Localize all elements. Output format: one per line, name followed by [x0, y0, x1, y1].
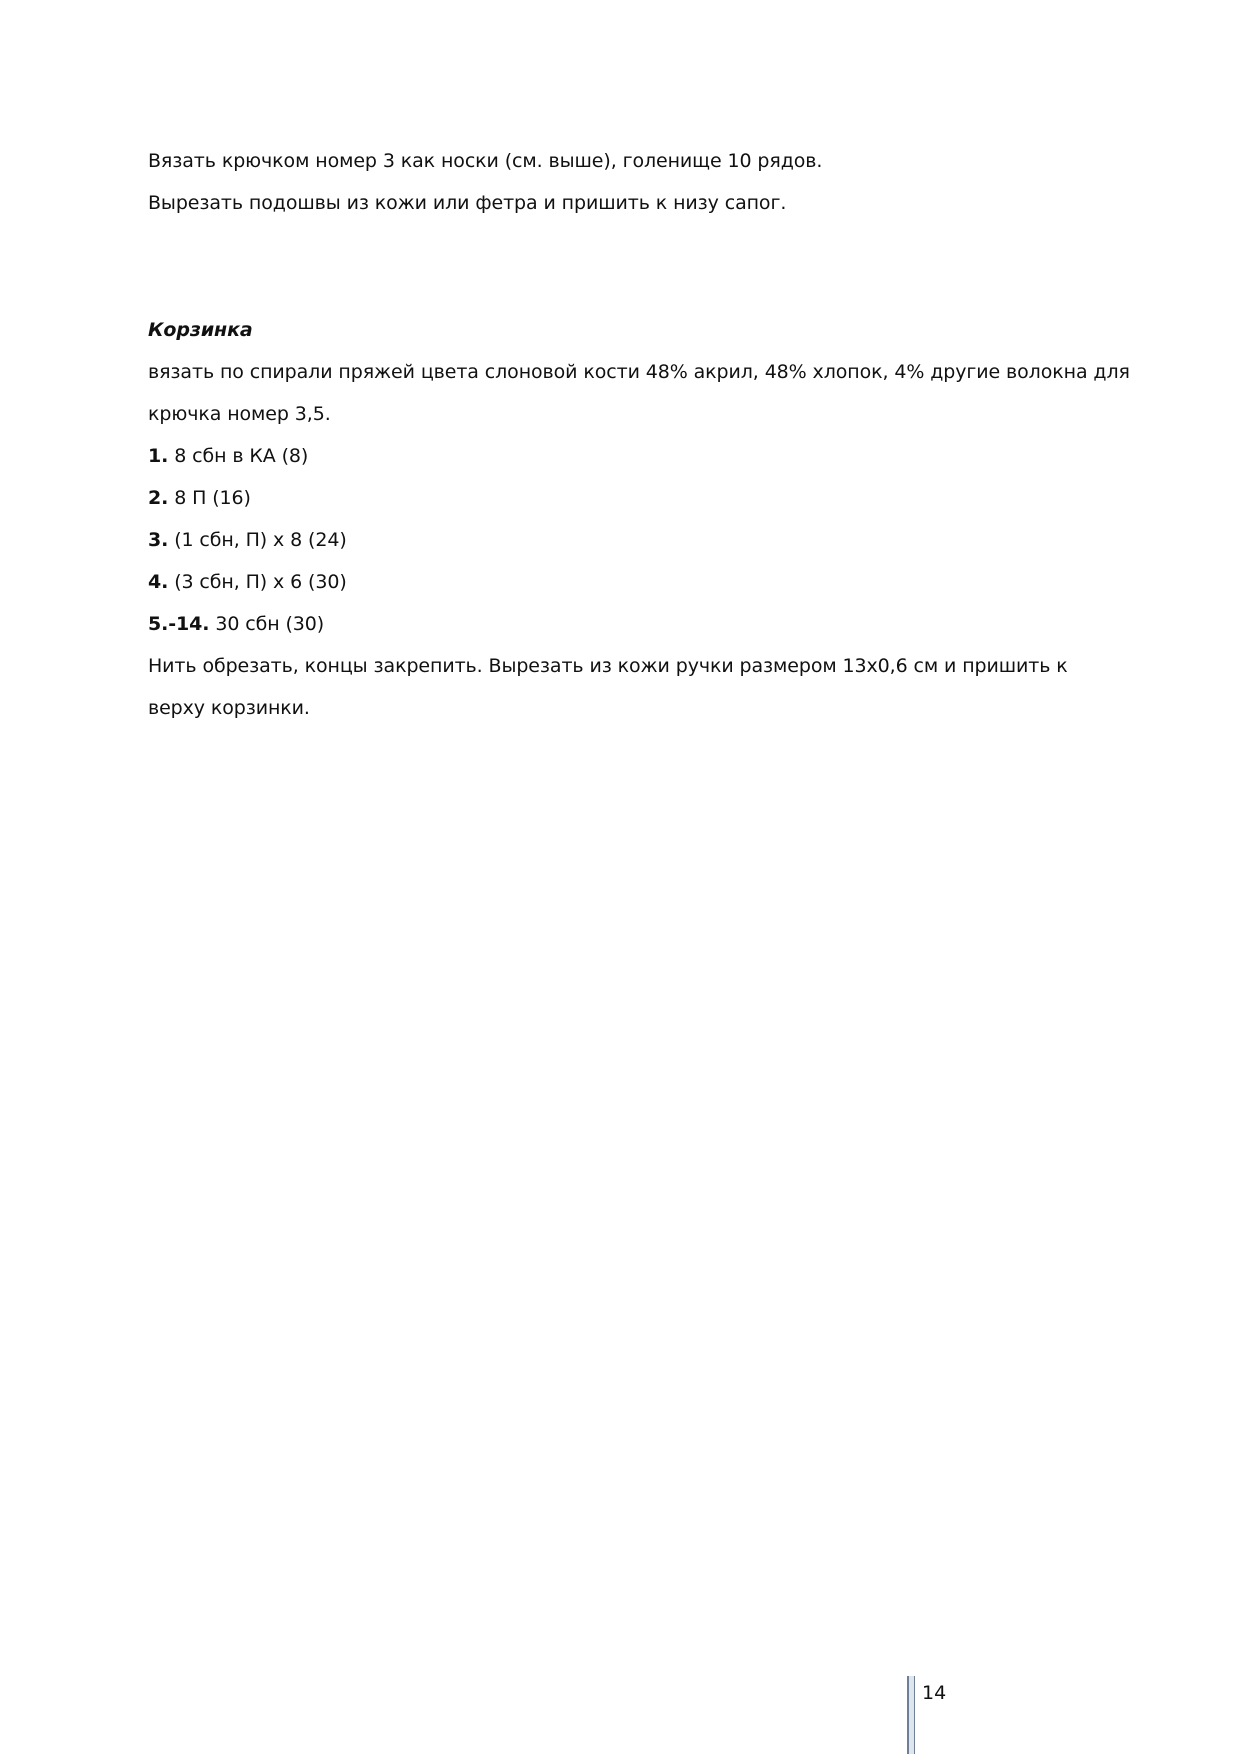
- row-text: 30 сбн (30): [209, 613, 325, 635]
- row-number: 5.-14.: [148, 613, 210, 635]
- row-number: 1.: [148, 445, 169, 467]
- instruction-row: [148, 443, 308, 469]
- row-number: 3.: [148, 529, 169, 551]
- instruction-row: [148, 611, 324, 637]
- instruction-row: [148, 569, 347, 595]
- section-title: Корзинка: [148, 319, 253, 341]
- intro-line-2: Вырезать подошвы из кожи или фетра и пришить к низу сапог.: [148, 192, 787, 214]
- instruction-row: [148, 527, 347, 553]
- page-number: 14: [922, 1682, 947, 1704]
- footer-divider: [907, 1676, 915, 1754]
- row-number: 4.: [148, 571, 169, 593]
- finish-line-1: Нить обрезать, концы закрепить. Вырезать из кожи ручки размером 13х0,6 см и пришить к: [148, 655, 1068, 677]
- intro-line-1: Вязать крючком номер 3 как носки (см. выше), голенище 10 рядов.: [148, 150, 823, 172]
- description-line-2: крючка номер 3,5.: [148, 403, 331, 425]
- row-text: 8 П (16): [168, 487, 251, 509]
- row-number: 2.: [148, 487, 169, 509]
- row-text: (1 сбн, П) х 8 (24): [168, 529, 347, 551]
- instruction-row: [148, 485, 251, 511]
- finish-line-2: верху корзинки.: [148, 697, 310, 719]
- description-line-1: вязать по спирали пряжей цвета слоновой кости 48% акрил, 48% хлопок, 4% другие волокна для: [148, 361, 1130, 383]
- row-text: 8 сбн в КА (8): [168, 445, 309, 467]
- row-text: (3 сбн, П) х 6 (30): [168, 571, 347, 593]
